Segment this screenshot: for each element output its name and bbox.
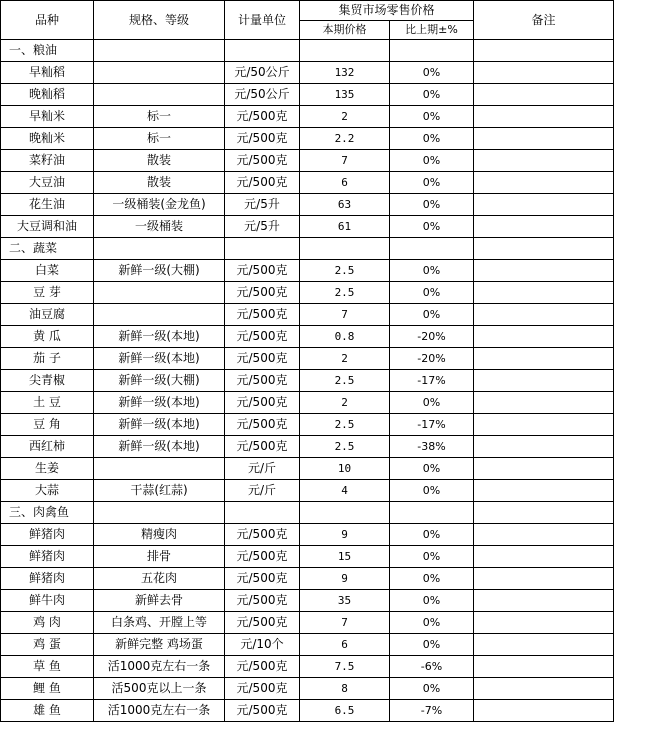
table-row xyxy=(1,282,646,304)
item-spec: 一级桶装(金龙鱼) xyxy=(94,194,225,216)
price-cell xyxy=(300,238,390,260)
item-name: 雄 鱼 xyxy=(1,700,94,722)
item-name: 菜籽油 xyxy=(1,150,94,172)
item-change: 0% xyxy=(390,392,474,414)
row-spacer xyxy=(614,524,646,546)
item-unit: 元/500克 xyxy=(225,612,300,634)
item-change: 0% xyxy=(390,546,474,568)
item-unit: 元/500克 xyxy=(225,700,300,722)
header-change: 比上期±% xyxy=(390,21,474,40)
change-cell xyxy=(390,502,474,524)
item-note xyxy=(474,392,614,414)
item-note xyxy=(474,546,614,568)
item-change: 0% xyxy=(390,590,474,612)
note-cell xyxy=(474,238,614,260)
item-spec: 排骨 xyxy=(94,546,225,568)
note-cell xyxy=(474,502,614,524)
item-spec: 白条鸡、开膛上等 xyxy=(94,612,225,634)
item-name: 晚籼稻 xyxy=(1,84,94,106)
item-price: 2 xyxy=(300,106,390,128)
item-change: -17% xyxy=(390,370,474,392)
item-spec: 新鲜一级(大棚) xyxy=(94,370,225,392)
table-row xyxy=(1,84,646,106)
item-price: 7 xyxy=(300,150,390,172)
item-spec: 精瘦肉 xyxy=(94,524,225,546)
item-change: 0% xyxy=(390,194,474,216)
item-note xyxy=(474,436,614,458)
section-label: 一、粮油 xyxy=(1,40,94,62)
row-spacer xyxy=(614,348,646,370)
item-name: 早籼稻 xyxy=(1,62,94,84)
item-change: 0% xyxy=(390,62,474,84)
item-note xyxy=(474,414,614,436)
item-price: 9 xyxy=(300,524,390,546)
item-change: 0% xyxy=(390,678,474,700)
item-change: 0% xyxy=(390,304,474,326)
item-change: 0% xyxy=(390,634,474,656)
row-spacer xyxy=(614,304,646,326)
item-spec: 新鲜一级(本地) xyxy=(94,414,225,436)
row-spacer xyxy=(614,436,646,458)
item-unit: 元/500克 xyxy=(225,524,300,546)
item-note xyxy=(474,524,614,546)
item-spec: 活500克以上一条 xyxy=(94,678,225,700)
item-price: 6.5 xyxy=(300,700,390,722)
item-change: 0% xyxy=(390,128,474,150)
item-change: -38% xyxy=(390,436,474,458)
item-change: 0% xyxy=(390,150,474,172)
table-row xyxy=(1,128,646,150)
item-price: 2 xyxy=(300,392,390,414)
header-price-group: 集贸市场零售价格 xyxy=(300,1,474,21)
item-note xyxy=(474,458,614,480)
item-note xyxy=(474,260,614,282)
table-row xyxy=(1,194,646,216)
item-spec: 干蒜(红蒜) xyxy=(94,480,225,502)
item-unit: 元/500克 xyxy=(225,172,300,194)
item-spec xyxy=(94,62,225,84)
item-price: 8 xyxy=(300,678,390,700)
item-spec: 新鲜一级(大棚) xyxy=(94,260,225,282)
header-spacer xyxy=(614,1,646,21)
table-row xyxy=(1,590,646,612)
change-cell xyxy=(390,40,474,62)
item-spec: 新鲜完整 鸡场蛋 xyxy=(94,634,225,656)
item-name: 鲜猪肉 xyxy=(1,568,94,590)
item-price: 0.8 xyxy=(300,326,390,348)
item-price: 2.5 xyxy=(300,414,390,436)
item-name: 生姜 xyxy=(1,458,94,480)
item-name: 草 鱼 xyxy=(1,656,94,678)
item-name: 鲜牛肉 xyxy=(1,590,94,612)
item-price: 132 xyxy=(300,62,390,84)
item-name: 大豆调和油 xyxy=(1,216,94,238)
item-unit: 元/500克 xyxy=(225,546,300,568)
item-spec: 新鲜一级(本地) xyxy=(94,326,225,348)
row-spacer xyxy=(614,502,646,524)
item-spec: 一级桶装 xyxy=(94,216,225,238)
item-change: -17% xyxy=(390,414,474,436)
section-row xyxy=(1,40,646,62)
header-name: 品种 xyxy=(1,1,94,40)
table-row xyxy=(1,480,646,502)
item-price: 10 xyxy=(300,458,390,480)
item-note xyxy=(474,656,614,678)
row-spacer xyxy=(614,568,646,590)
item-note xyxy=(474,612,614,634)
item-unit: 元/500克 xyxy=(225,370,300,392)
section-row xyxy=(1,502,646,524)
item-price: 4 xyxy=(300,480,390,502)
table-row xyxy=(1,524,646,546)
unit-cell xyxy=(225,502,300,524)
item-name: 晚籼米 xyxy=(1,128,94,150)
item-name: 鲜猪肉 xyxy=(1,546,94,568)
item-change: 0% xyxy=(390,568,474,590)
table-row xyxy=(1,216,646,238)
spec-cell xyxy=(94,502,225,524)
item-note xyxy=(474,216,614,238)
item-name: 豆 角 xyxy=(1,414,94,436)
row-spacer xyxy=(614,150,646,172)
row-spacer xyxy=(614,546,646,568)
row-spacer xyxy=(614,700,646,722)
item-unit: 元/500克 xyxy=(225,590,300,612)
item-note xyxy=(474,700,614,722)
item-unit: 元/500克 xyxy=(225,656,300,678)
row-spacer xyxy=(614,282,646,304)
item-unit: 元/500克 xyxy=(225,414,300,436)
row-spacer xyxy=(614,458,646,480)
item-note xyxy=(474,348,614,370)
price-cell xyxy=(300,502,390,524)
item-note xyxy=(474,62,614,84)
item-spec: 新鲜一级(本地) xyxy=(94,392,225,414)
item-price: 2.5 xyxy=(300,436,390,458)
table-row xyxy=(1,612,646,634)
item-unit: 元/500克 xyxy=(225,282,300,304)
row-spacer xyxy=(614,612,646,634)
table-row xyxy=(1,546,646,568)
price-cell xyxy=(300,40,390,62)
row-spacer xyxy=(614,678,646,700)
item-price: 2.2 xyxy=(300,128,390,150)
item-unit: 元/500克 xyxy=(225,392,300,414)
item-note xyxy=(474,150,614,172)
item-unit: 元/500克 xyxy=(225,436,300,458)
item-name: 大蒜 xyxy=(1,480,94,502)
table-row xyxy=(1,414,646,436)
row-spacer xyxy=(614,238,646,260)
change-cell xyxy=(390,238,474,260)
header-current-price: 本期价格 xyxy=(300,21,390,40)
table-row xyxy=(1,678,646,700)
item-unit: 元/500克 xyxy=(225,150,300,172)
item-unit: 元/500克 xyxy=(225,568,300,590)
item-spec: 五花肉 xyxy=(94,568,225,590)
row-spacer xyxy=(614,634,646,656)
table-row xyxy=(1,634,646,656)
item-note xyxy=(474,634,614,656)
item-price: 2.5 xyxy=(300,282,390,304)
row-spacer xyxy=(614,106,646,128)
item-note xyxy=(474,304,614,326)
item-change: 0% xyxy=(390,172,474,194)
item-price: 63 xyxy=(300,194,390,216)
section-label: 三、肉禽鱼 xyxy=(1,502,94,524)
item-spec: 新鲜去骨 xyxy=(94,590,225,612)
row-spacer xyxy=(614,84,646,106)
item-name: 油豆腐 xyxy=(1,304,94,326)
item-unit: 元/500克 xyxy=(225,260,300,282)
item-price: 7 xyxy=(300,304,390,326)
item-unit: 元/斤 xyxy=(225,480,300,502)
item-note xyxy=(474,128,614,150)
row-spacer xyxy=(614,656,646,678)
table-row xyxy=(1,656,646,678)
item-spec: 标一 xyxy=(94,128,225,150)
item-name: 豆 芽 xyxy=(1,282,94,304)
item-price: 2.5 xyxy=(300,260,390,282)
row-spacer xyxy=(614,326,646,348)
table-row xyxy=(1,304,646,326)
table-row xyxy=(1,700,646,722)
item-spec: 活1000克左右一条 xyxy=(94,656,225,678)
item-note xyxy=(474,106,614,128)
item-change: 0% xyxy=(390,282,474,304)
table-row xyxy=(1,370,646,392)
table-row xyxy=(1,62,646,84)
item-price: 135 xyxy=(300,84,390,106)
note-cell xyxy=(474,40,614,62)
item-spec: 标一 xyxy=(94,106,225,128)
header-note: 备注 xyxy=(474,1,614,40)
row-spacer xyxy=(614,260,646,282)
item-change: -20% xyxy=(390,326,474,348)
table-row xyxy=(1,348,646,370)
item-spec xyxy=(94,458,225,480)
item-change: 0% xyxy=(390,612,474,634)
item-change: 0% xyxy=(390,84,474,106)
item-unit: 元/500克 xyxy=(225,304,300,326)
row-spacer xyxy=(614,590,646,612)
item-note xyxy=(474,568,614,590)
table-row xyxy=(1,436,646,458)
item-price: 7.5 xyxy=(300,656,390,678)
item-name: 土 豆 xyxy=(1,392,94,414)
table-row xyxy=(1,172,646,194)
item-note xyxy=(474,678,614,700)
item-note xyxy=(474,282,614,304)
table-row xyxy=(1,260,646,282)
item-unit: 元/5升 xyxy=(225,194,300,216)
section-row xyxy=(1,238,646,260)
header-spec: 规格、等级 xyxy=(94,1,225,40)
item-name: 茄 子 xyxy=(1,348,94,370)
unit-cell xyxy=(225,40,300,62)
section-label: 二、蔬菜 xyxy=(1,238,94,260)
item-spec xyxy=(94,304,225,326)
item-note xyxy=(474,326,614,348)
item-change: 0% xyxy=(390,106,474,128)
header-row-1 xyxy=(1,1,646,21)
item-spec xyxy=(94,84,225,106)
item-note xyxy=(474,84,614,106)
item-unit: 元/5升 xyxy=(225,216,300,238)
item-name: 早籼米 xyxy=(1,106,94,128)
unit-cell xyxy=(225,238,300,260)
item-name: 黄 瓜 xyxy=(1,326,94,348)
item-unit: 元/500克 xyxy=(225,326,300,348)
item-spec: 新鲜一级(本地) xyxy=(94,348,225,370)
table-row xyxy=(1,392,646,414)
row-spacer xyxy=(614,128,646,150)
item-note xyxy=(474,480,614,502)
row-spacer xyxy=(614,40,646,62)
item-change: 0% xyxy=(390,216,474,238)
row-spacer xyxy=(614,194,646,216)
item-price: 2 xyxy=(300,348,390,370)
item-note xyxy=(474,590,614,612)
item-unit: 元/500克 xyxy=(225,106,300,128)
item-change: -20% xyxy=(390,348,474,370)
item-name: 鲜猪肉 xyxy=(1,524,94,546)
item-name: 鸡 蛋 xyxy=(1,634,94,656)
item-unit: 元/10个 xyxy=(225,634,300,656)
item-name: 西红柿 xyxy=(1,436,94,458)
item-price: 6 xyxy=(300,172,390,194)
item-note xyxy=(474,172,614,194)
table-row xyxy=(1,568,646,590)
item-change: -7% xyxy=(390,700,474,722)
item-name: 白菜 xyxy=(1,260,94,282)
row-spacer xyxy=(614,62,646,84)
item-price: 2.5 xyxy=(300,370,390,392)
item-spec: 散装 xyxy=(94,172,225,194)
item-spec: 新鲜一级(本地) xyxy=(94,436,225,458)
item-note xyxy=(474,194,614,216)
table-body xyxy=(1,40,646,722)
spec-cell xyxy=(94,238,225,260)
item-change: 0% xyxy=(390,480,474,502)
item-name: 鲤 鱼 xyxy=(1,678,94,700)
item-price: 15 xyxy=(300,546,390,568)
row-spacer xyxy=(614,480,646,502)
item-name: 大豆油 xyxy=(1,172,94,194)
table-row xyxy=(1,106,646,128)
item-unit: 元/500克 xyxy=(225,348,300,370)
row-spacer xyxy=(614,414,646,436)
item-note xyxy=(474,370,614,392)
item-change: 0% xyxy=(390,524,474,546)
table-row xyxy=(1,150,646,172)
row-spacer xyxy=(614,392,646,414)
item-price: 35 xyxy=(300,590,390,612)
item-change: 0% xyxy=(390,458,474,480)
item-change: 0% xyxy=(390,260,474,282)
item-spec xyxy=(94,282,225,304)
item-change: -6% xyxy=(390,656,474,678)
item-spec: 活1000克左右一条 xyxy=(94,700,225,722)
item-price: 6 xyxy=(300,634,390,656)
spec-cell xyxy=(94,40,225,62)
header-unit: 计量单位 xyxy=(225,1,300,40)
table-row xyxy=(1,326,646,348)
item-unit: 元/50公斤 xyxy=(225,62,300,84)
item-name: 尖青椒 xyxy=(1,370,94,392)
header-spacer xyxy=(614,21,646,40)
row-spacer xyxy=(614,370,646,392)
item-price: 9 xyxy=(300,568,390,590)
item-unit: 元/斤 xyxy=(225,458,300,480)
item-unit: 元/500克 xyxy=(225,678,300,700)
table-row xyxy=(1,458,646,480)
item-price: 61 xyxy=(300,216,390,238)
item-unit: 元/500克 xyxy=(225,128,300,150)
row-spacer xyxy=(614,216,646,238)
item-unit: 元/50公斤 xyxy=(225,84,300,106)
item-price: 7 xyxy=(300,612,390,634)
row-spacer xyxy=(614,172,646,194)
item-name: 花生油 xyxy=(1,194,94,216)
item-name: 鸡 肉 xyxy=(1,612,94,634)
item-spec: 散装 xyxy=(94,150,225,172)
